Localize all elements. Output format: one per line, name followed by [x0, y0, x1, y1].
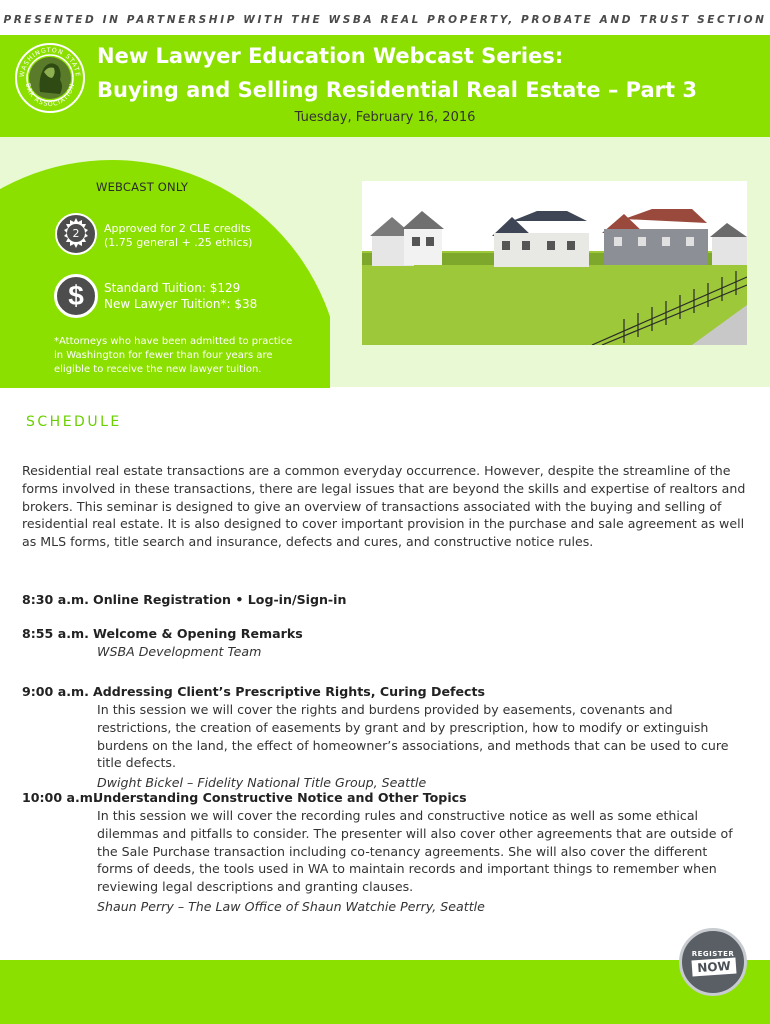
- svg-text:BAR ASSOCIATION: BAR ASSOCIATION: [23, 82, 77, 109]
- houses-photo: [362, 181, 747, 345]
- schedule-item: [22, 790, 762, 914]
- schedule-time: 8:55 a.m.: [22, 626, 89, 641]
- format-label: WEBCAST ONLY: [96, 180, 189, 194]
- schedule-description: In this session we will cover the rights and burdens provided by easements, covenants and restrictions, the creation of easements by grant and by prescription, how to modify or extinguish burdens on the land, the effect of homeowner’s associations, and methods that can be used to cure title defects.: [97, 702, 729, 771]
- schedule-presenter: Shaun Perry – The Law Office of Shaun Watchie Perry, Seattle: [97, 898, 485, 914]
- cle-credits: Approved for 2 CLE credits: [104, 222, 251, 235]
- footer-band: [0, 960, 770, 1024]
- event-date: Tuesday, February 16, 2016: [294, 110, 476, 125]
- schedule-heading: SCHEDULE: [26, 414, 122, 430]
- tuition-note-line2: in Washington for fewer than four years are: [54, 350, 273, 361]
- schedule-title: Understanding Constructive Notice and Other Topics: [93, 790, 467, 805]
- schedule-time: 9:00 a.m.: [22, 684, 89, 699]
- cle-badge-number: 2: [72, 227, 80, 240]
- schedule-time: 10:00 a.m.: [22, 790, 98, 805]
- schedule-intro: Residential real estate transactions are a common everyday occurrence. However, despite the streamline of the forms involved in these transactions, there are legal issues that are beyond the skills and expertise of realtors and brokers. This seminar is designed to give an overview of transactions associated with the buying and selling of residential real estate. It is also designed to cover important provision in the purchase and sale agreement as well as MLS forms, title search and insurance, defects and cures, and constructive notice rules.: [22, 463, 746, 550]
- page-title-line1: New Lawyer Education Webcast Series:: [97, 44, 564, 68]
- schedule-presenter: WSBA Development Team: [97, 644, 262, 659]
- tuition-note-line1: *Attorneys who have been admitted to practice: [54, 336, 293, 347]
- schedule-title: Welcome & Opening Remarks: [93, 626, 303, 641]
- register-now-label: NOW: [691, 957, 736, 976]
- partnership-line: PRESENTED IN PARTNERSHIP WITH THE WSBA REAL PROPERTY, PROBATE AND TRUST SECTION: [3, 14, 767, 26]
- register-now-button[interactable]: [679, 928, 747, 996]
- dollar-icon: $: [54, 274, 98, 318]
- schedule-description: In this session we will cover the recording rules and constructive notice as well as some ethical dilemmas and pitfalls to consider. The presenter will also cover other agreements that are outside of the Sale Purchase transaction including co-tenancy agreements. She will also cover the different forms of deeds, the tools used in WA to maintain records and important things to remember when reviewing legal descriptions and granting clauses.: [97, 808, 733, 895]
- tuition-new-lawyer: New Lawyer Tuition*: $38: [104, 297, 258, 311]
- schedule-time: 8:30 a.m.: [22, 592, 89, 607]
- cle-badge-icon: [54, 212, 98, 256]
- svg-text:WASHINGTON STATE: WASHINGTON STATE: [18, 46, 82, 78]
- schedule-item: [22, 684, 762, 790]
- tuition-standard: Standard Tuition: $129: [104, 281, 241, 295]
- schedule-title: Online Registration • Log-in/Sign-in: [93, 592, 347, 607]
- register-label: REGISTER: [691, 950, 735, 958]
- schedule-presenter: Dwight Bickel – Fidelity National Title Group, Seattle: [97, 775, 427, 791]
- cle-breakdown: (1.75 general + .25 ethics): [104, 236, 253, 249]
- schedule-item: [22, 626, 762, 659]
- page-title-line2: Buying and Selling Residential Real Estate – Part 3: [97, 78, 697, 102]
- wsba-seal-icon: [14, 42, 86, 114]
- schedule-item: [22, 592, 762, 607]
- tuition-note-line3: eligible to receive the new lawyer tuition.: [54, 364, 262, 375]
- schedule-title: Addressing Client’s Prescriptive Rights, Curing Defects: [93, 684, 486, 699]
